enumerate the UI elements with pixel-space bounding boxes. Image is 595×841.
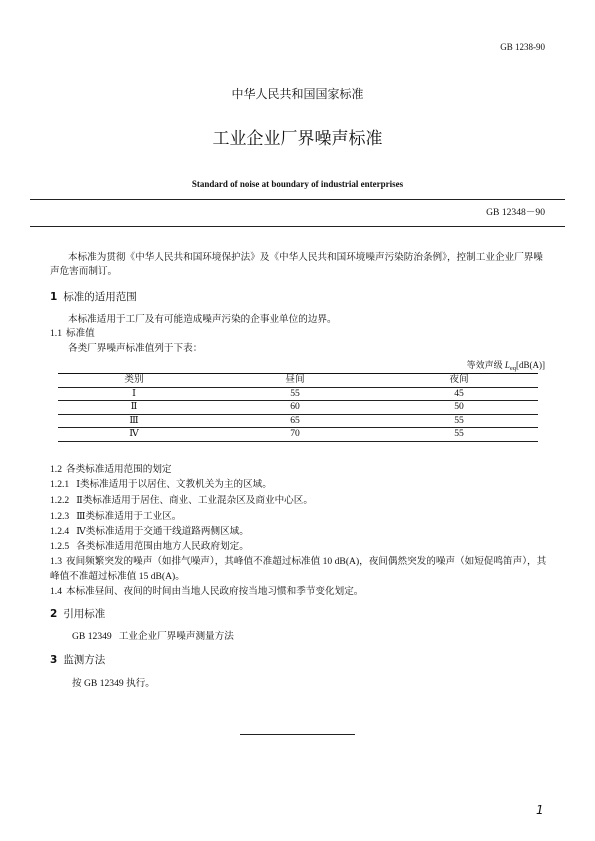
item-text: 各类标准适用范围由地方人民政府划定。 bbox=[76, 541, 249, 552]
table-cell: 60 bbox=[290, 401, 300, 412]
table-header-cell: 夜间 bbox=[449, 374, 469, 385]
table-cell: 50 bbox=[454, 401, 464, 412]
clause-1-4 bbox=[50, 586, 363, 598]
table-row bbox=[58, 388, 538, 402]
unit-symbol: L bbox=[504, 360, 510, 370]
subsection-number: 1.1 bbox=[50, 328, 62, 339]
end-rule bbox=[240, 734, 355, 735]
section-number: 2 bbox=[50, 608, 58, 620]
table-cell: Ⅱ bbox=[130, 401, 138, 412]
list-item bbox=[50, 511, 181, 523]
reference-title: 工业企业厂界噪声测量方法 bbox=[118, 631, 234, 642]
item-number: 1.2.5 bbox=[50, 541, 70, 552]
unit-prefix: 等效声级 bbox=[466, 360, 505, 370]
section-title: 标准的适用范围 bbox=[63, 291, 137, 303]
item-number: 1.2.3 bbox=[50, 511, 70, 522]
subsection-heading bbox=[50, 464, 172, 476]
item-text: Ⅰ类标准适用于以居住、文教机关为主的区域。 bbox=[76, 479, 272, 490]
item-number: 1.2.2 bbox=[50, 495, 70, 506]
section-heading bbox=[50, 608, 105, 621]
table-cell: Ⅲ bbox=[129, 414, 139, 426]
item-text: Ⅲ类标准适用于工业区。 bbox=[76, 511, 182, 522]
table-cell: 45 bbox=[454, 387, 464, 399]
clause-1-3 bbox=[50, 556, 546, 568]
table-lead-text: 各类厂界噪声标准值列于下表： bbox=[68, 343, 203, 354]
section-number: 3 bbox=[50, 654, 58, 666]
clause-line: 峰值不准超过标准值 15 dB(A)。 bbox=[50, 571, 185, 582]
table-cell: Ⅳ bbox=[129, 428, 139, 439]
reference-item bbox=[72, 631, 234, 643]
document-title: 工业企业厂界噪声标准 bbox=[212, 129, 383, 149]
item-number: 1.2.4 bbox=[50, 526, 70, 537]
english-title: Standard of noise at boundary of industrial enterprises bbox=[191, 179, 404, 189]
standard-number: GB 12348－90 bbox=[486, 207, 545, 218]
table-header-row bbox=[58, 374, 538, 388]
intro-line: 本标准为贯彻《中华人民共和国环境保护法》及《中华人民共和国环境噪声污染防治条例》，控制工业企业厂界噪 bbox=[68, 252, 543, 263]
section-number: 1 bbox=[50, 291, 58, 303]
list-item bbox=[50, 479, 272, 491]
document-code: GB 1238-90 bbox=[500, 42, 545, 52]
item-number: 1.2.1 bbox=[50, 479, 70, 490]
standard-category: 中华人民共和国国家标准 bbox=[231, 87, 364, 101]
table-header-cell: 类别 bbox=[124, 374, 144, 385]
title-rule-top bbox=[30, 199, 565, 200]
table-cell: 55 bbox=[290, 387, 300, 399]
clause-number: 1.4 bbox=[50, 586, 62, 597]
noise-limit-table bbox=[58, 373, 538, 442]
unit-suffix: [dB(A)] bbox=[516, 360, 545, 370]
clause-text: 本标准昼间、夜间的时间由当地人民政府按当地习惯和季节变化划定。 bbox=[66, 586, 364, 597]
title-rule-bottom bbox=[30, 226, 565, 227]
section-title: 引用标准 bbox=[63, 608, 106, 620]
item-text: Ⅱ类标准适用于居住、商业、工业混杂区及商业中心区。 bbox=[76, 495, 313, 506]
section-heading bbox=[50, 654, 105, 667]
page-number: 1 bbox=[536, 803, 544, 817]
unit-subscript: eq bbox=[509, 365, 516, 372]
table-cell: 65 bbox=[290, 414, 300, 426]
monitoring-text: 按 GB 12349 执行。 bbox=[72, 678, 155, 689]
table-row bbox=[58, 415, 538, 429]
table-row bbox=[58, 428, 538, 442]
intro-line: 声危害而制订。 bbox=[50, 266, 118, 277]
section-heading bbox=[50, 291, 137, 304]
list-item bbox=[50, 541, 249, 553]
subsection-heading bbox=[50, 328, 95, 340]
table-row bbox=[58, 401, 538, 415]
section-title: 监测方法 bbox=[63, 654, 106, 666]
item-text: Ⅳ类标准适用于交通干线道路两侧区域。 bbox=[76, 526, 249, 537]
reference-code: GB 12349 bbox=[72, 631, 112, 642]
list-item bbox=[50, 526, 249, 538]
scope-text: 本标准适用于工厂及有可能造成噪声污染的企事业单位的边界。 bbox=[68, 314, 337, 325]
subsection-title: 各类标准适用范围的划定 bbox=[66, 464, 172, 475]
table-cell: Ⅰ bbox=[132, 387, 136, 399]
table-cell: 70 bbox=[290, 428, 300, 439]
list-item bbox=[50, 495, 313, 507]
subsection-number: 1.2 bbox=[50, 464, 62, 475]
table-cell: 55 bbox=[454, 428, 464, 439]
table-header-cell: 昼间 bbox=[285, 374, 305, 385]
table-cell: 55 bbox=[454, 414, 464, 426]
clause-line: 夜间频繁突发的噪声（如排气噪声），其峰值不准超过标准值 10 dB(A)，夜间偶然突发的噪声（如短促鸣笛声），其 bbox=[66, 556, 547, 567]
clause-number: 1.3 bbox=[50, 556, 62, 567]
subsection-title: 标准值 bbox=[66, 328, 95, 339]
